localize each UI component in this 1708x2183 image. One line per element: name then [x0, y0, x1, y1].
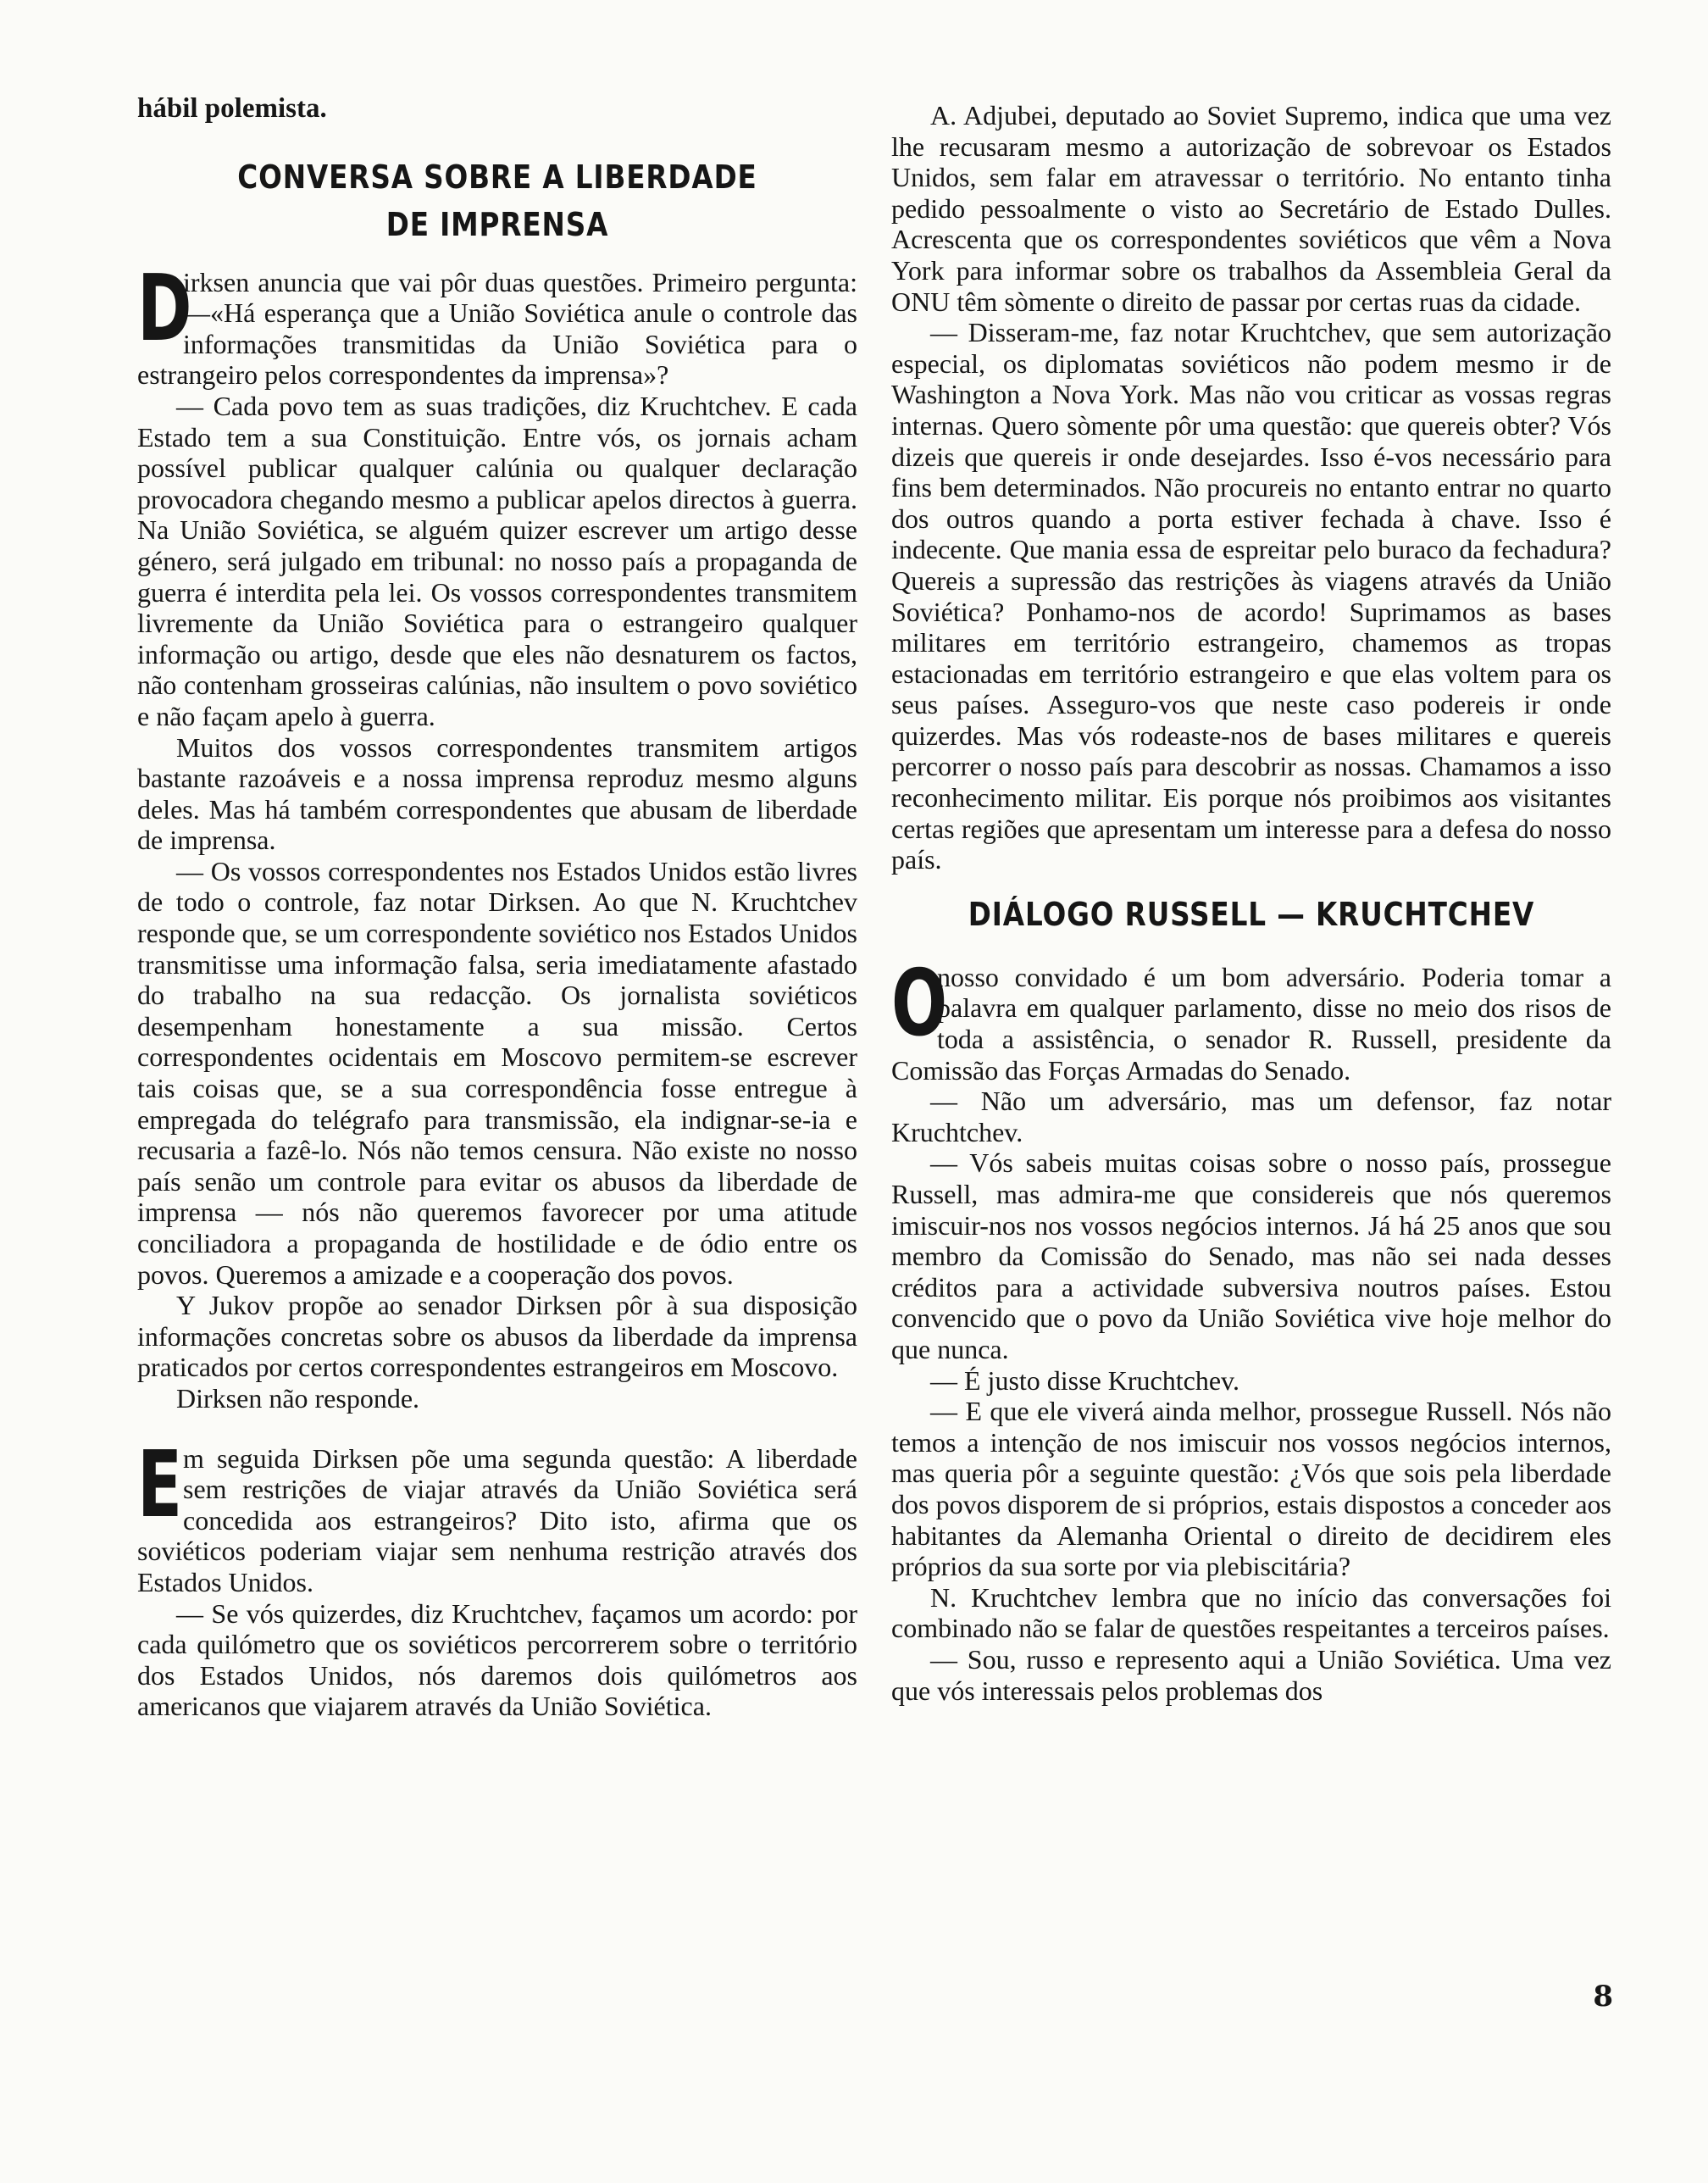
page-number: 8	[1593, 1980, 1613, 2014]
paragraph: N. Kruchtchev lembra que no início das conversações foi combinado não se falar de questões respeitantes a terceiros países.	[891, 1581, 1611, 1644]
paragraph-text: nosso convidado é um bom adversário. Poderia tomar a palavra em qualquer parlamento, disse no meio dos risos de toda a assistência, o senador R. Russell, presidente da Comissão das Forças Armadas do Senado.	[891, 961, 1611, 1086]
paragraph: Dirksen não responde.	[176, 1382, 420, 1414]
paragraph: — Vós sabeis muitas coisas sobre o nosso país, prossegue Russell, mas admira-me que considereis que nós queremos imiscuir-nos nos vossos negócios internos. Já há 25 anos que sou membro da Comissão do Senado, mas não sei nada desses créditos para a actividade subversiva noutros países. Estou convencido que o povo da União Soviética vive hoje melhor do que nunca.	[891, 1147, 1611, 1364]
paragraph: — Sou, russo e represento aqui a União Soviética. Uma vez que vós interessais pelos problemas dos	[891, 1643, 1611, 1706]
paragraph-text: irksen anuncia que vai pôr duas questões. Primeiro pergunta: —«Há esperança que a União Soviética anule o controle das informações transmitidas da União Soviética para o estrangeiro pelos correspondentes da imprensa»?	[137, 266, 857, 391]
drop-cap: O	[891, 950, 948, 1057]
right-column	[891, 100, 1611, 1706]
paragraph: Muitos dos vossos correspondentes transmitem artigos bastante razoáveis e a nossa imprensa reproduz mesmo alguns deles. Mas há também correspondentes que abusam de liberdade de imprensa.	[137, 731, 857, 856]
paragraph	[137, 255, 857, 391]
heading-line-1: CONVERSA SOBRE A LIBERDADE	[237, 158, 757, 196]
drop-cap: D	[137, 255, 192, 362]
paragraph: — É justo disse Kruchtchev.	[930, 1364, 1239, 1396]
paragraph: — E que ele viverá ainda melhor, prossegue Russell. Nós não temos a intenção de nos imiscuir nos vossos negócios internos, mas queria pôr a seguinte questão: ¿Vós que sois pela liberdade dos povos disporem de si próprios, estais dispostos a conceder aos habitantes da Alemanha Oriental o direito de decidirem eles próprios da sua sorte por via plebiscitária?	[891, 1396, 1611, 1582]
paragraph	[891, 950, 1611, 1086]
paragraph: — Cada povo tem as suas tradições, diz Kruchtchev. E cada Estado tem a sua Constituição. Entre vós, os jornais acham possível publicar qualquer calúnia ou qualquer declaração provocadora chegando mesmo a publicar apelos directos à guerra. Na União Soviética, se alguém quizer escrever um artigo desse género, será julgado em tribunal: no nosso país a propaganda de guerra é interdita pela lei. Os vossos correspondentes transmitem livremente da União Soviética para o estrangeiro qualquer informação ou artigo, desde que eles não desnaturem os factos, não contenham grosseiras calúnias, não insultem o povo soviético e não façam apelo à guerra.	[137, 390, 857, 731]
paragraph: — Disseram-me, faz notar Kruchtchev, que sem autorização especial, os diplomatas soviéticos não podem mesmo ir de Washington a Nova York. Mas não vou criticar as vossas regras internas. Quero sòmente pôr uma questão: que quereis obter? Vós dizeis que quereis ir onde desejardes. Isso é-vos necessário para fins bem determinados. Não procureis no entanto entrar no quarto dos outros quando a porta estiver fechada à chave. Isso é indecente. Que mania essa de espreitar pelo buraco da fechadura? Quereis a supressão das restrições às viagens através da União Soviética? Ponhamo-nos de acordo! Suprimamos as bases militares em território estrangeiro, chamemos as tropas estacionadas em território estrangeiro e que elas voltem para os seus países. Asseguro-vos que neste caso podereis ir onde quizerdes. Mas vós rodeaste-nos de bases militares e quereis percorrer o nosso país para descobrir as nossas. Chamamos a isso reconhecimento militar. Eis porque nós proibimos aos visitantes certas regiões que apresentam um interesse para a defesa do nosso país.	[891, 317, 1611, 875]
paragraph-text: m seguida Dirksen põe uma segunda questão: A liberdade sem restrições de viajar através da União Soviética será concedida aos estrangeiros? Dito isto, afirma que os soviéticos poderiam viajar sem nenhuma restrição através dos Estados Unidos.	[137, 1442, 857, 1597]
paragraph	[137, 1431, 857, 1598]
drop-cap: E	[137, 1431, 183, 1538]
paragraph: Y Jukov propõe ao senador Dirksen pôr à sua disposição informações concretas sobre os abusos da liberdade da imprensa praticados por certos correspondentes estrangeiros em Moscovo.	[137, 1290, 857, 1383]
lead-text: hábil polemista.	[137, 93, 327, 124]
paragraph: — Se vós quizerdes, diz Kruchtchev, façamos um acordo: por cada quilómetro que os soviéticos percorrerem sobre o território dos Estados Unidos, nós daremos dois quilómetros aos americanos que viajarem através da União Soviética.	[137, 1597, 857, 1722]
left-column	[137, 93, 857, 1722]
heading-line-2: DE IMPRENSA	[385, 205, 609, 243]
paragraph: A. Adjubei, deputado ao Soviet Supremo, indica que uma vez lhe recusaram mesmo a autorização de sobrevoar os Estados Unidos, sem falar em atravessar o território. No entanto tinha pedido pessoalmente o visto ao Secretário de Estado Dulles. Acrescenta que os correspondentes soviéticos que vêm a Nova York para informar sobre os trabalhos da Assembleia Geral da ONU têm sòmente o direito de passar por certas ruas da cidade.	[891, 100, 1611, 317]
spacer	[137, 1414, 857, 1443]
paragraph: — Não um adversário, mas um defensor, faz notar Kruchtchev.	[891, 1086, 1611, 1147]
section-heading-press	[188, 153, 807, 248]
section-heading-dialogue: DIÁLOGO RUSSELL — KRUCHTCHEV	[968, 895, 1535, 933]
paragraph: — Os vossos correspondentes nos Estados Unidos estão livres de todo o controle, faz notar Dirksen. Ao que N. Kruchtchev responde que, se um correspondente soviético nos Estados Unidos transmitisse uma informação falsa, seria imediatamente afastado do trabalho na sua redacção. Os jornalista soviéticos desempenham honestamente a sua missão. Certos correspondentes ocidentais em Moscovo permitem-se escrever tais coisas que, se a sua correspondência fosse entregue à empregada do telégrafo para transmissão, ela indignar-se-ia e recusaria a fazê-lo. Nós não temos censura. Não existe no nosso país senão um controle para evitar os abusos da liberdade de imprensa — nós não queremos favorecer por uma atitude conciliadora a propaganda de hostilidade e de ódio entre os povos. Queremos a amizade e a cooperação dos povos.	[137, 855, 857, 1290]
